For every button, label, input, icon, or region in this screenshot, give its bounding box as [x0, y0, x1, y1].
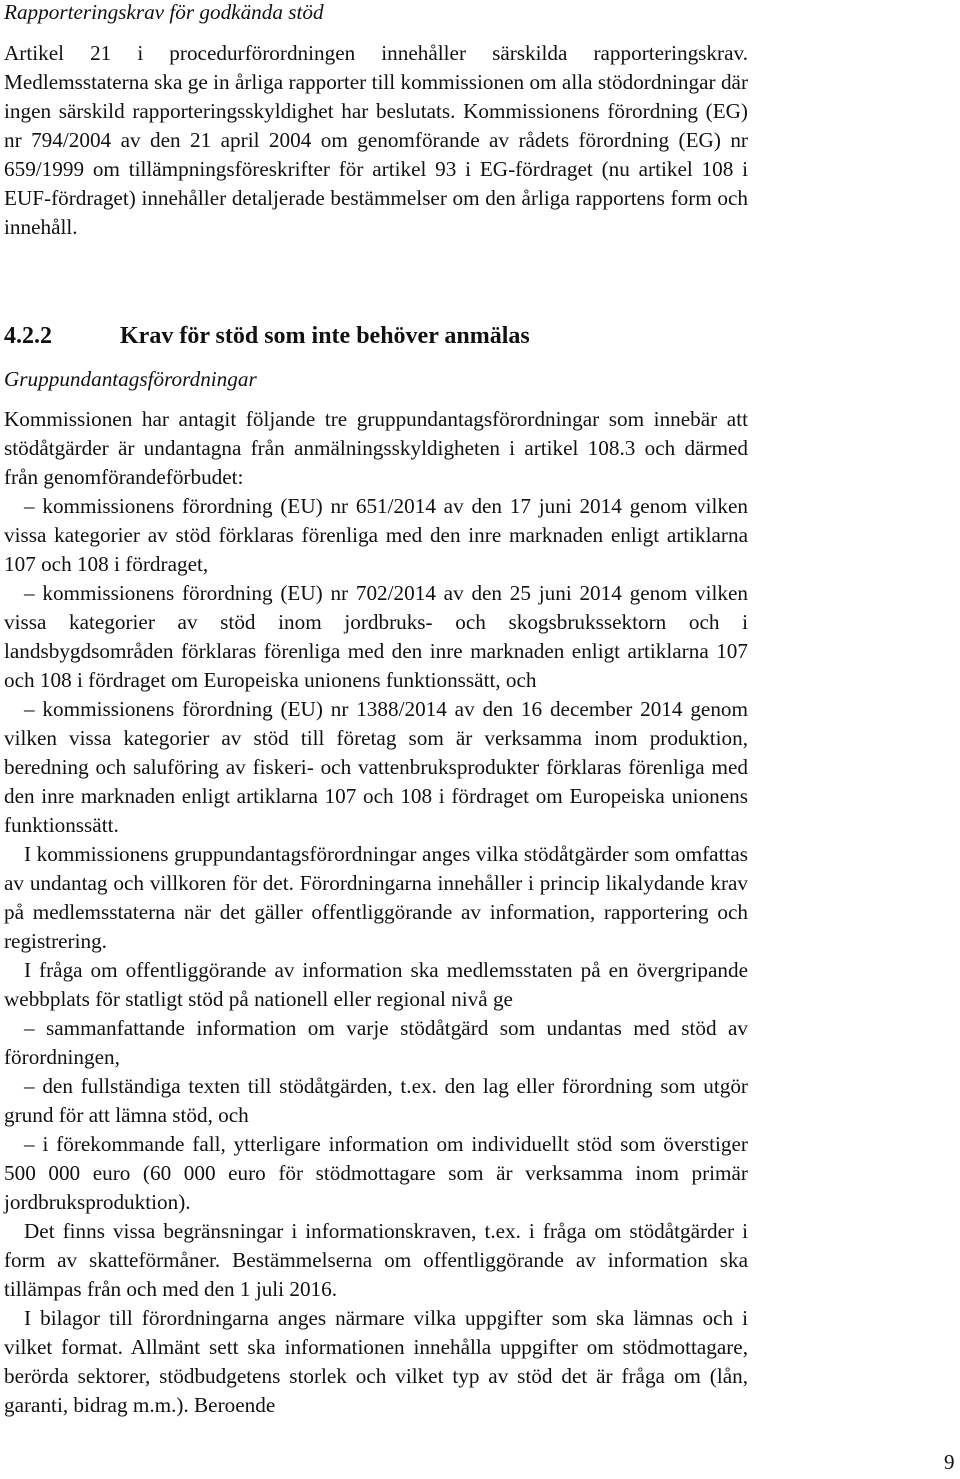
section-heading-title: Krav för stöd som inte behöver anmälas	[120, 323, 530, 349]
list-item: – kommissionens förordning (EU) nr 651/2014 av den 17 juni 2014 genom vilken vissa kategorier av stöd förklaras förenliga med den inre marknaden enligt artiklarna 107 och 108 i fördraget,	[4, 494, 748, 576]
page-number: 9	[944, 1450, 955, 1474]
list-item: – sammanfattande information om varje stödåtgärd som undantas med stöd av förordningen,	[4, 1016, 748, 1069]
reporting-paragraph	[4, 39, 748, 242]
paragraph: I kommissionens gruppundantagsförordningar anges vilka stödåtgärder som omfattas av undantag och villkoren för det. Förordningarna innehåller i princip likalydande krav på medlemsstaterna när det gäller offentliggörande av information, rapportering och registrering.	[4, 842, 748, 953]
list-item: – den fullständiga texten till stödåtgärden, t.ex. den lag eller förordning som utgör grund för att lämna stöd, och	[4, 1074, 748, 1127]
reporting-body: Artikel 21 i procedurförordningen innehåller särskilda rapporteringskrav. Medlemsstaterna ska ge in årliga rapporter till kommissionen om alla stödordningar där ingen särskild rapporteringsskyldighet har beslutats. Kommissionens förordning (EG) nr 794/2004 av den 21 april 2004 om genomförande av rådets förordning (EG) nr 659/1999 om tillämpningsföreskrifter för artikel 93 i EG-fördraget (nu artikel 108 i EUF-fördraget) innehåller detaljerade bestämmelser om den årliga rapportens form och innehåll.	[4, 41, 748, 239]
section-number: 4.2.2	[4, 323, 52, 349]
section-heading	[4, 319, 748, 353]
section-title-reporting: Rapporteringskrav för godkända stöd	[4, 0, 324, 24]
intro-paragraph: Kommissionen har antagit följande tre gruppundantagsförordningar som innebär att stödåtgärder är undantagna från anmälningsskyldigheten i artikel 108.3 och därmed från genomförandeförbudet:	[4, 407, 748, 489]
list-item: – kommissionens förordning (EU) nr 702/2014 av den 25 juni 2014 genom vilken vissa kategorier av stöd inom jordbruks- och skogsbrukssektorn och i landsbygdsområden förklaras förenliga med den inre marknaden enligt artiklarna 107 och 108 i fördraget om Europeiska unionens funktionssätt, och	[4, 581, 748, 692]
list-item: – kommissionens förordning (EU) nr 1388/2014 av den 16 december 2014 genom vilken vissa kategorier av stöd till företag som är verksamma inom produktion, beredning och saluföring av fiskeri- och vattenbruksprodukter förklaras förenliga med den inre marknaden enligt artiklarna 107 och 108 i fördraget om Europeiska unionens funktionssätt.	[4, 697, 748, 837]
paragraph: I bilagor till förordningarna anges närmare vilka uppgifter som ska lämnas och i vilket format. Allmänt sett ska informationen innehålla uppgifter om stödmottagare, berörda sektorer, stödbudgetens storlek och vilket typ av stöd det är fråga om (lån, garanti, bidrag m.m.). Beroende	[4, 1306, 748, 1417]
list-item: – i förekommande fall, ytterligare information om individuellt stöd som överstiger 500 000 euro (60 000 euro för stödmottagare som är verksamma inom primär jordbruksproduktion).	[4, 1132, 748, 1214]
section-body	[4, 405, 748, 1420]
paragraph: Det finns vissa begränsningar i informationskraven, t.ex. i fråga om stödåtgärder i form av skatteförmåner. Bestämmelserna om offentliggörande av information ska tillämpas från och med den 1 juli 2016.	[4, 1219, 748, 1301]
subsection-title: Gruppundantagsförordningar	[4, 367, 257, 391]
paragraph: I fråga om offentliggörande av information ska medlemsstaten på en övergripande webbplats för statligt stöd på nationell eller regional nivå ge	[4, 958, 748, 1011]
